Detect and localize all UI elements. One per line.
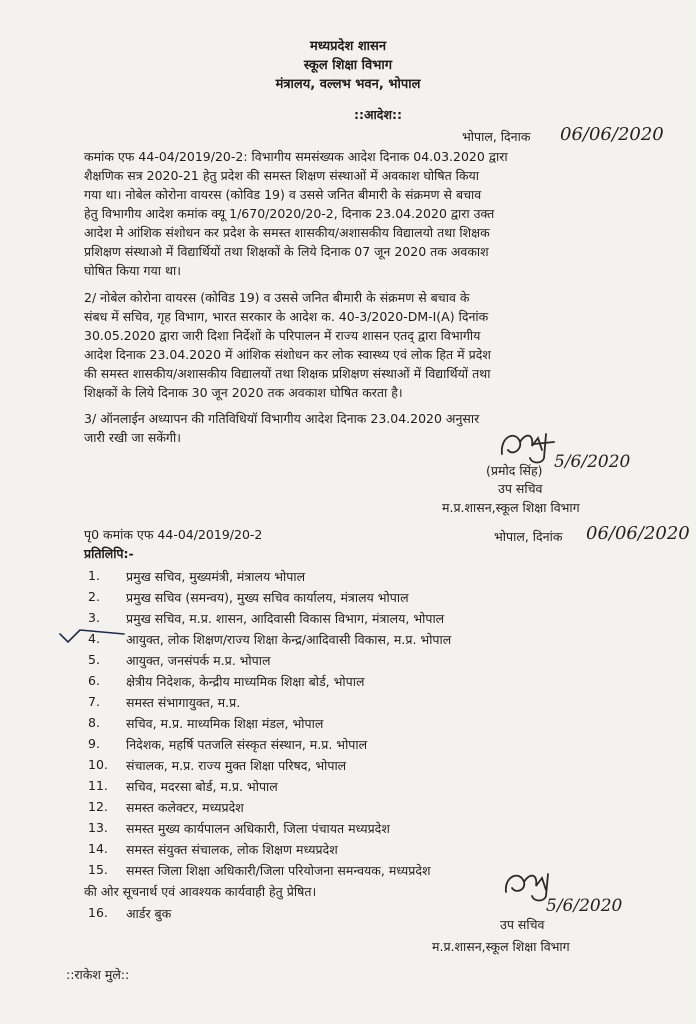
para2-line: 2/ नोबेल कोरोना वायरस (कोविड 19) व उससे जनित बीमारी के संक्रमण से बचाव के xyxy=(84,290,470,305)
para2-line: 30.05.2020 द्वारा जारी दिशा निर्देशों के परिपालन में राज्य शासन एतद् द्वारा विभागीय xyxy=(84,328,481,343)
para1-line: आदेश मे आंशिक संशोधन कर प्रदेश के समस्त शासकीय/अशासकीय विद्यालयो तथा शिक्षक xyxy=(84,225,490,240)
header-government: मध्यप्रदेश शासन xyxy=(309,39,387,54)
list-number: 2. xyxy=(88,589,100,604)
list-number: 7. xyxy=(88,694,100,709)
header-address: मंत्रालय, वल्लभ भवन, भोपाल xyxy=(275,77,421,92)
para1-line: घोषित किया गया था। xyxy=(84,263,181,278)
list-item: समस्त संयुक्त संचालक, लोक शिक्षण मध्यप्रदेश xyxy=(126,842,338,857)
list-number: 15. xyxy=(88,862,108,877)
para2-line: आदेश दिनाक 23.04.2020 में आंशिक संशोधन कर लोक स्वास्थ्य एवं लोक हित में प्रदेश xyxy=(84,347,491,362)
list-number: 14. xyxy=(88,841,108,856)
list-number: 16. xyxy=(88,905,108,920)
para2-line: संबध में सचिव, गृह विभाग, भारत सरकार के आदेश क. 40-3/2020-DM-I(A) दिनांक xyxy=(84,309,489,324)
signatory-office: म.प्र.शासन,स्कूल शिक्षा विभाग xyxy=(432,939,570,954)
list-number: 5. xyxy=(88,652,100,667)
list-item: प्रमुख सचिव, म.प्र. शासन, आदिवासी विकास विभाग, मंत्रालय, भोपाल xyxy=(126,611,445,626)
list-number: 6. xyxy=(88,673,100,688)
list-item: सचिव, म.प्र. माध्यमिक शिक्षा मंडल, भोपाल xyxy=(126,716,324,731)
check-mark-icon xyxy=(58,624,128,646)
list-item: समस्त कलेक्टर, मध्यप्रदेश xyxy=(126,800,244,815)
signatory-designation: उप सचिव xyxy=(498,481,543,496)
forward-note: की ओर सूचनार्थ एवं आवश्यक कार्यवाही हेतु प्रेषित। xyxy=(84,884,317,899)
copy-to-label: प्रतिलिपि:- xyxy=(84,546,134,561)
list-number: 3. xyxy=(88,610,100,625)
para3-line: जारी रखी जा सकेंगी। xyxy=(84,430,181,445)
signatory-name: (प्रमोद सिंह) xyxy=(486,463,543,478)
list-item: सचिव, मदरसा बोर्ड, म.प्र. भोपाल xyxy=(126,779,278,794)
list-number: 10. xyxy=(88,757,108,772)
endorsement-ref: पृ0 कमांक एफ 44-04/2019/20-2 xyxy=(84,527,263,542)
list-number: 13. xyxy=(88,820,108,835)
list-number: 8. xyxy=(88,715,100,730)
date-label: भोपाल, दिनाक xyxy=(462,129,531,144)
list-number: 4. xyxy=(88,631,100,646)
signature-date: 5/6/2020 xyxy=(546,896,623,916)
footer-name: ::राकेश मुले:: xyxy=(66,967,130,982)
para1-line: गया था। नोबेल कोरोना वायरस (कोविड 19) व उससे जनित बीमारी के संक्रमण से बचाव xyxy=(84,187,482,202)
header-department: स्कूल शिक्षा विभाग xyxy=(303,58,393,73)
para3-line: 3/ ऑनलाईन अध्यापन की गतिविधियॉ विभागीय आदेश दिनाक 23.04.2020 अनुसार xyxy=(84,411,480,426)
para1-line: हेतु विभागीय आदेश कमांक क्यू 1/670/2020/20-2, दिनाक 23.04.2020 द्वारा उक्त xyxy=(84,206,495,221)
order-title: ::आदेश:: xyxy=(354,107,402,122)
list-item: आर्डर बुक xyxy=(126,906,172,921)
list-item: प्रमुख सचिव, मुख्यमंत्री, मंत्रालय भोपाल xyxy=(126,569,306,584)
signatory-office: म.प्र.शासन,स्कूल शिक्षा विभाग xyxy=(442,500,580,515)
para2-line: शिक्षकों के लिये दिनाक 30 जून 2020 तक अवकाश घोषित करता है। xyxy=(84,385,403,400)
list-item: आयुक्त, जनसंपर्क म.प्र. भोपाल xyxy=(126,653,271,668)
list-item: संचालक, म.प्र. राज्य मुक्त शिक्षा परिषद, भोपाल xyxy=(126,758,347,773)
list-number: 12. xyxy=(88,799,108,814)
endorsement-handwritten-date: 06/06/2020 xyxy=(586,523,690,544)
endorsement-date-label: भोपाल, दिनांक xyxy=(494,529,563,544)
list-number: 11. xyxy=(88,778,108,793)
para2-line: की समस्त शासकीय/अशासकीय विद्यालयों तथा शिक्षक प्रशिक्षण संस्थाओं में विद्यार्थियों तथा xyxy=(84,366,491,381)
list-item: आयुक्त, लोक शिक्षण/राज्य शिक्षा केन्द्र/आदिवासी विकास, म.प्र. भोपाल xyxy=(126,632,452,647)
list-item: प्रमुख सचिव (समन्वय), मुख्य सचिव कार्यालय, मंत्रालय भोपाल xyxy=(126,590,409,605)
signatory-designation: उप सचिव xyxy=(500,917,545,932)
para1-line: कमांक एफ 44-04/2019/20-2: विभागीय समसंख्यक आदेश दिनाक 04.03.2020 द्वारा xyxy=(84,149,508,164)
list-item: समस्त मुख्य कार्यपालन अधिकारी, जिला पंचायत मध्यप्रदेश xyxy=(126,821,390,836)
list-item: समस्त संभागायुक्त, म.प्र. xyxy=(126,695,241,710)
list-item: निदेशक, महर्षि पतजलि संस्कृत संस्थान, म.प्र. भोपाल xyxy=(126,737,368,752)
handwritten-date: 06/06/2020 xyxy=(560,124,664,145)
list-item: समस्त जिला शिक्षा अधिकारी/जिला परियोजना समन्वयक, मध्यप्रदेश xyxy=(126,863,431,878)
para1-line: प्रशिक्षण संस्थाओ में विद्यार्थियों तथा शिक्षकों के लिये दिनाक 07 जून 2020 तक अवकाश xyxy=(84,244,489,259)
para1-line: शैक्षणिक सत्र 2020-21 हेतु प्रदेश की समस्त शिक्षण संस्थाओं में अवकाश घोषित किया xyxy=(84,168,480,183)
list-number: 1. xyxy=(88,568,100,583)
signature-date: 5/6/2020 xyxy=(554,452,631,472)
list-item: क्षेत्रीय निदेशक, केन्द्रीय माध्यमिक शिक्षा बोर्ड, भोपाल xyxy=(126,674,365,689)
list-number: 9. xyxy=(88,736,100,751)
